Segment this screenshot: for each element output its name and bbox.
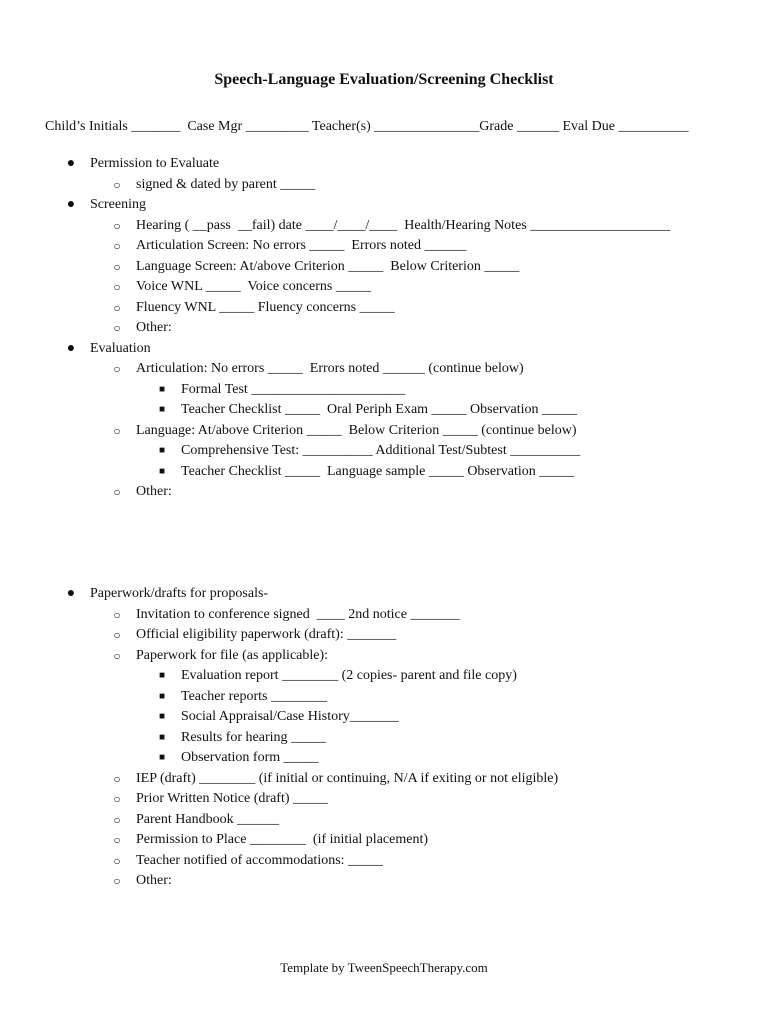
filled-bullet-icon: ● <box>66 156 76 171</box>
checklist-item-text: Social Appraisal/Case History_______ <box>181 709 399 724</box>
checklist-item <box>0 318 768 339</box>
checklist-item <box>0 298 768 319</box>
checklist-item-text: Evaluation report ________ (2 copies- parent and file copy) <box>181 668 517 683</box>
checklist-item-text: Teacher Checklist _____ Language sample _____ Observation _____ <box>181 463 575 479</box>
child-info-line: Child’s Initials _______ Case Mgr _________ Teacher(s) _______________Grade ______ Eval Due __________ <box>45 119 689 134</box>
footer-credit: Template by TweenSpeechTherapy.com <box>280 960 488 975</box>
checklist-item-text: Paperwork for file (as applicable): <box>136 647 329 663</box>
hollow-bullet-icon: ○ <box>113 648 121 663</box>
hollow-bullet-icon: ○ <box>113 853 121 868</box>
checklist-item <box>0 421 768 442</box>
square-bullet-icon: ■ <box>158 465 166 477</box>
checklist-item-text: IEP (draft) ________ (if initial or continuing, N/A if exiting or not eligible) <box>136 770 559 786</box>
checklist-item <box>0 625 768 646</box>
square-bullet-icon: ■ <box>158 445 166 456</box>
checklist-item <box>0 851 768 872</box>
hollow-bullet-icon: ○ <box>113 874 121 888</box>
checklist-item <box>0 646 768 667</box>
square-bullet-icon: ■ <box>158 383 166 395</box>
checklist-item-text: Observation form _____ <box>181 750 319 765</box>
filled-bullet-icon: ● <box>66 586 76 601</box>
checklist-item <box>0 257 768 278</box>
checklist-item <box>0 216 768 237</box>
checklist-item-text: Hearing ( __pass __fail) date ____/____/____ Health/Hearing Notes ____________________ <box>136 217 671 233</box>
checklist-item <box>0 195 768 216</box>
square-bullet-icon: ■ <box>158 711 166 722</box>
checklist-item-text: Comprehensive Test: __________ Additional Test/Subtest __________ <box>181 443 581 458</box>
checklist-item <box>0 748 768 769</box>
hollow-bullet-icon: ○ <box>113 239 121 253</box>
checklist-item <box>0 236 768 257</box>
checklist-item <box>0 769 768 790</box>
hollow-bullet-icon: ○ <box>113 280 121 294</box>
checklist-item-text: Teacher notified of accommodations: _____ <box>136 852 384 868</box>
hollow-bullet-icon: ○ <box>113 792 121 806</box>
checklist-item <box>0 789 768 810</box>
checklist-item-text: Results for hearing _____ <box>181 729 327 745</box>
checklist-item <box>0 810 768 831</box>
hollow-bullet-icon: ○ <box>113 607 121 622</box>
checklist-item <box>0 666 768 687</box>
hollow-bullet-icon: ○ <box>113 259 121 274</box>
hollow-bullet-icon: ○ <box>113 628 121 642</box>
checklist-item-text: Other: <box>136 484 172 499</box>
checklist-item <box>0 605 768 626</box>
checklist-item-text: Evaluation <box>90 340 151 356</box>
square-bullet-icon: ■ <box>158 670 166 681</box>
hollow-bullet-icon: ○ <box>113 423 121 438</box>
checklist-item <box>0 687 768 708</box>
hollow-bullet-icon: ○ <box>113 771 121 786</box>
checklist-item <box>0 380 768 401</box>
hollow-bullet-icon: ○ <box>113 833 121 847</box>
filled-bullet-icon: ● <box>66 197 76 212</box>
checklist-item-text: Invitation to conference signed ____ 2nd notice _______ <box>136 606 460 622</box>
filled-bullet-icon: ● <box>66 340 76 356</box>
checklist-section-screening-evaluation <box>0 154 768 503</box>
checklist-item <box>0 175 768 196</box>
checklist-item <box>0 584 768 605</box>
checklist-item-text: Prior Written Notice (draft) _____ <box>136 791 329 806</box>
hollow-bullet-icon: ○ <box>113 218 121 233</box>
checklist-item-text: Permission to Evaluate <box>90 156 220 171</box>
page-title: Speech-Language Evaluation/Screening Checklist <box>214 71 554 88</box>
checklist-item-text: Articulation: No errors _____ Errors noted ______ (continue below) <box>136 361 524 376</box>
checklist-item <box>0 359 768 380</box>
checklist-item-text: signed & dated by parent _____ <box>136 176 316 192</box>
checklist-item <box>0 482 768 503</box>
checklist-item <box>0 728 768 749</box>
checklist-item-text: Other: <box>136 320 172 335</box>
checklist-item-text: Formal Test ______________________ <box>181 381 406 397</box>
hollow-bullet-icon: ○ <box>113 300 121 315</box>
hollow-bullet-icon: ○ <box>113 362 121 376</box>
checklist-item-text: Language: At/above Criterion _____ Below Criterion _____ (continue below) <box>136 422 577 438</box>
hollow-bullet-icon: ○ <box>113 812 121 827</box>
checklist-item-text: Other: <box>136 873 172 888</box>
hollow-bullet-icon: ○ <box>113 321 121 335</box>
square-bullet-icon: ■ <box>158 731 166 743</box>
checklist-item-text: Permission to Place ________ (if initial placement) <box>136 832 428 847</box>
checklist-item <box>0 871 768 892</box>
checklist-item-text: Teacher Checklist _____ Oral Periph Exam _____ Observation _____ <box>181 402 577 417</box>
checklist-item-text: Language Screen: At/above Criterion _____ Below Criterion _____ <box>136 258 520 274</box>
square-bullet-icon: ■ <box>158 690 166 702</box>
checklist-item <box>0 400 768 421</box>
hollow-bullet-icon: ○ <box>113 177 121 192</box>
checklist-item <box>0 830 768 851</box>
checklist-item-text: Articulation Screen: No errors _____ Errors noted ______ <box>136 238 467 253</box>
checklist-item <box>0 154 768 175</box>
square-bullet-icon: ■ <box>158 752 166 763</box>
checklist-item-text: Fluency WNL _____ Fluency concerns _____ <box>136 299 395 315</box>
checklist-item-text: Paperwork/drafts for proposals- <box>90 586 269 601</box>
checklist-item <box>0 707 768 728</box>
checklist-item-text: Parent Handbook ______ <box>136 811 280 827</box>
square-bullet-icon: ■ <box>158 404 166 415</box>
checklist-item <box>0 462 768 483</box>
checklist-item <box>0 441 768 462</box>
checklist-item-text: Screening <box>90 197 146 212</box>
checklist-section-paperwork <box>0 584 768 892</box>
checklist-item <box>0 339 768 360</box>
checklist-item-text: Official eligibility paperwork (draft): _______ <box>136 627 397 642</box>
hollow-bullet-icon: ○ <box>113 485 121 499</box>
checklist-item-text: Voice WNL _____ Voice concerns _____ <box>136 279 371 294</box>
checklist-item <box>0 277 768 298</box>
checklist-item-text: Teacher reports ________ <box>181 688 327 704</box>
